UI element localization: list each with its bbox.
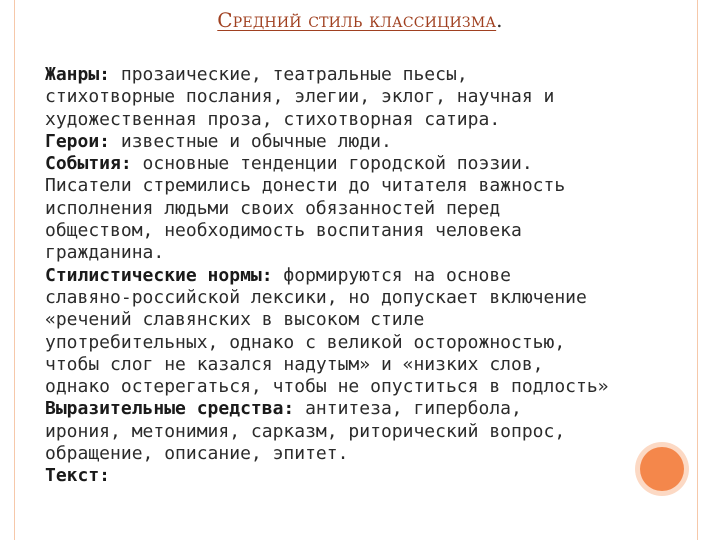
term-genres: Жанры: <box>45 64 111 85</box>
decorative-circle <box>640 447 684 491</box>
text-genres: прозаические, театральные пьесы, стихотворные послания, элегии, эклог, научная и художественная проза, стихотворная сатира. <box>45 64 555 130</box>
term-text: Текст: <box>45 465 111 487</box>
paragraph-events <box>45 153 635 264</box>
slide-content <box>45 64 635 488</box>
slide-title-dot: . <box>496 8 503 32</box>
slide-title-text: Средний стиль классицизма <box>217 8 497 32</box>
text-events: основные тенденции городской поэзии. Писатели стремились донести до читателя важность исполнения людьми своих обязанностей перед обществом, необходимость воспитания человека гражданина. <box>45 153 566 264</box>
slide-title <box>0 8 720 32</box>
term-heroes: Герои: <box>45 130 111 152</box>
term-style-norms: Стилистические нормы: <box>45 264 273 286</box>
paragraph-text <box>45 465 635 487</box>
term-expressive-means: Выразительные средства: <box>45 398 295 420</box>
text-expressive-means: антитеза, гипербола, ирония, метонимия, сарказм, риторический вопрос, обращение, описание, эпитет. <box>45 398 566 465</box>
paragraph-expressive-means <box>45 398 635 465</box>
paragraph-style-norms <box>45 265 635 399</box>
term-events: События: <box>45 153 132 175</box>
text-style-norms: формируются на основе славяно-российской лексики, но допускает включение «речений славянских в высоком стиле употребительных, однако с великой осторожностью, чтобы слог не казался надутым» и «низких слов, однако остерегаться, чтобы не опуститься в подлость» <box>45 264 609 398</box>
text-heroes: известные и обычные люди. <box>110 130 392 152</box>
paragraph-genres <box>45 64 635 131</box>
paragraph-heroes <box>45 131 635 153</box>
